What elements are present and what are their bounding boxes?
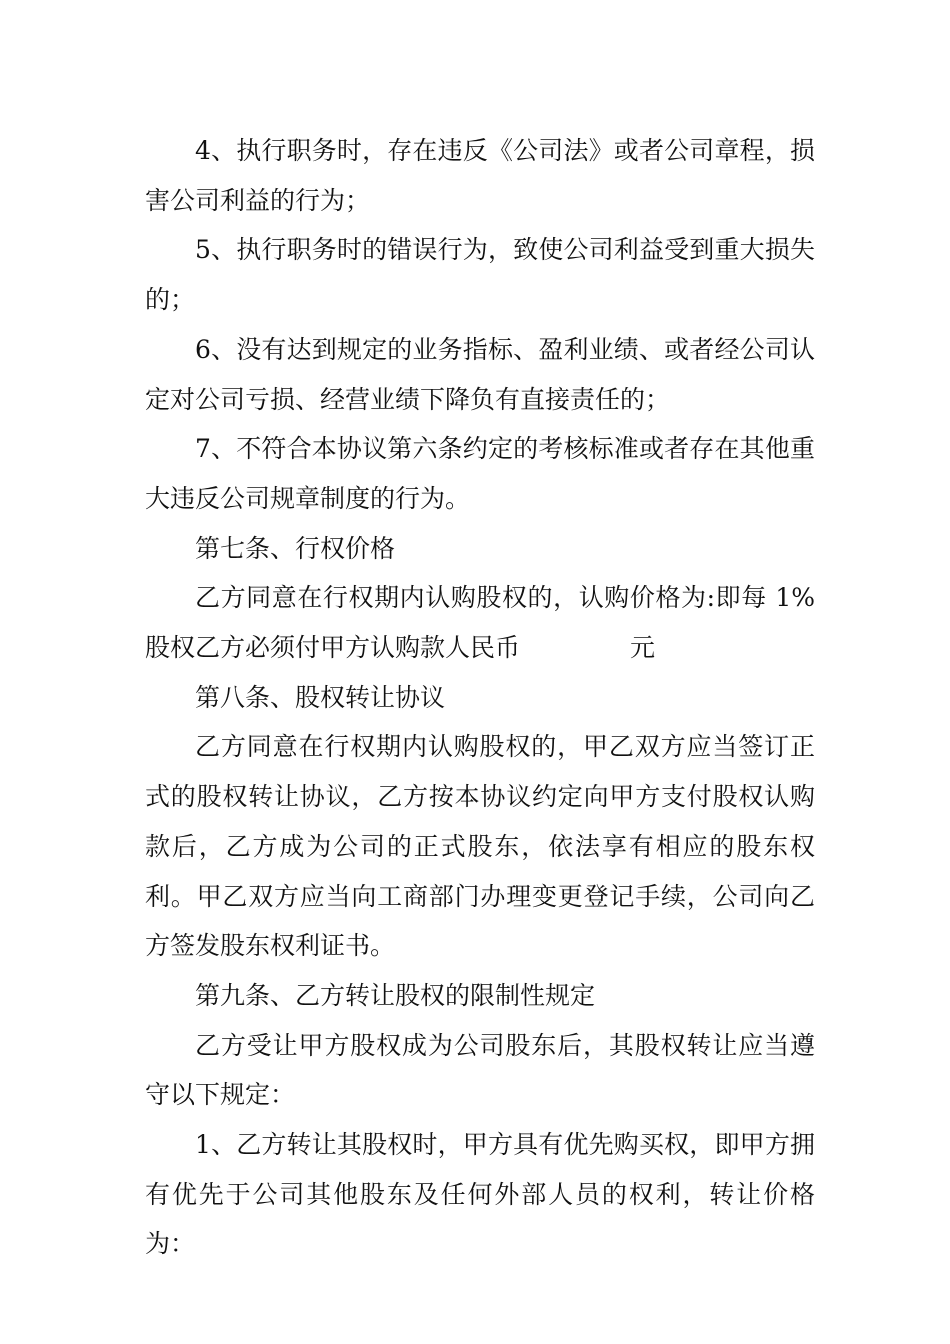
article-7-body: [145, 573, 815, 672]
document-body: [145, 126, 815, 1269]
article-7-text: 乙方同意在行权期内认购股权的，认购价格为:即每 1%股权乙方必须付甲方认购款人民币: [145, 583, 815, 663]
article-7-heading: 第七条、行权价格: [195, 533, 396, 563]
clause-item-5: 5、执行职务时的错误行为，致使公司利益受到重大损失的；: [145, 235, 815, 315]
currency-unit: 元: [630, 633, 656, 663]
article-9-heading: 第九条、乙方转让股权的限制性规定: [195, 980, 596, 1010]
article-8-body: 乙方同意在行权期内认购股权的，甲乙双方应当签订正式的股权转让协议，乙方按本协议约定向甲方支付股权认购款后，乙方成为公司的正式股东，依法享有相应的股东权利。甲乙双方应当向工商部门办理变更登记手续，公司向乙方签发股东权利证书。: [145, 732, 815, 961]
clause-item-4: 4、执行职务时，存在违反《公司法》或者公司章程，损害公司利益的行为；: [145, 136, 815, 215]
article-9-item-1: 1、乙方转让其股权时，甲方具有优先购买权，即甲方拥有优先于公司其他股东及任何外部人员的权利，转让价格为：: [145, 1130, 815, 1259]
article-9-body: 乙方受让甲方股权成为公司股东后，其股权转让应当遵守以下规定：: [145, 1030, 815, 1110]
clause-item-6: 6、没有达到规定的业务指标、盈利业绩、或者经公司认定对公司亏损、经营业绩下降负有直接责任的；: [145, 334, 815, 414]
article-8-heading: 第八条、股权转让协议: [195, 682, 446, 712]
clause-item-7: 7、不符合本协议第六条约定的考核标准或者存在其他重大违反公司规章制度的行为。: [145, 434, 815, 513]
